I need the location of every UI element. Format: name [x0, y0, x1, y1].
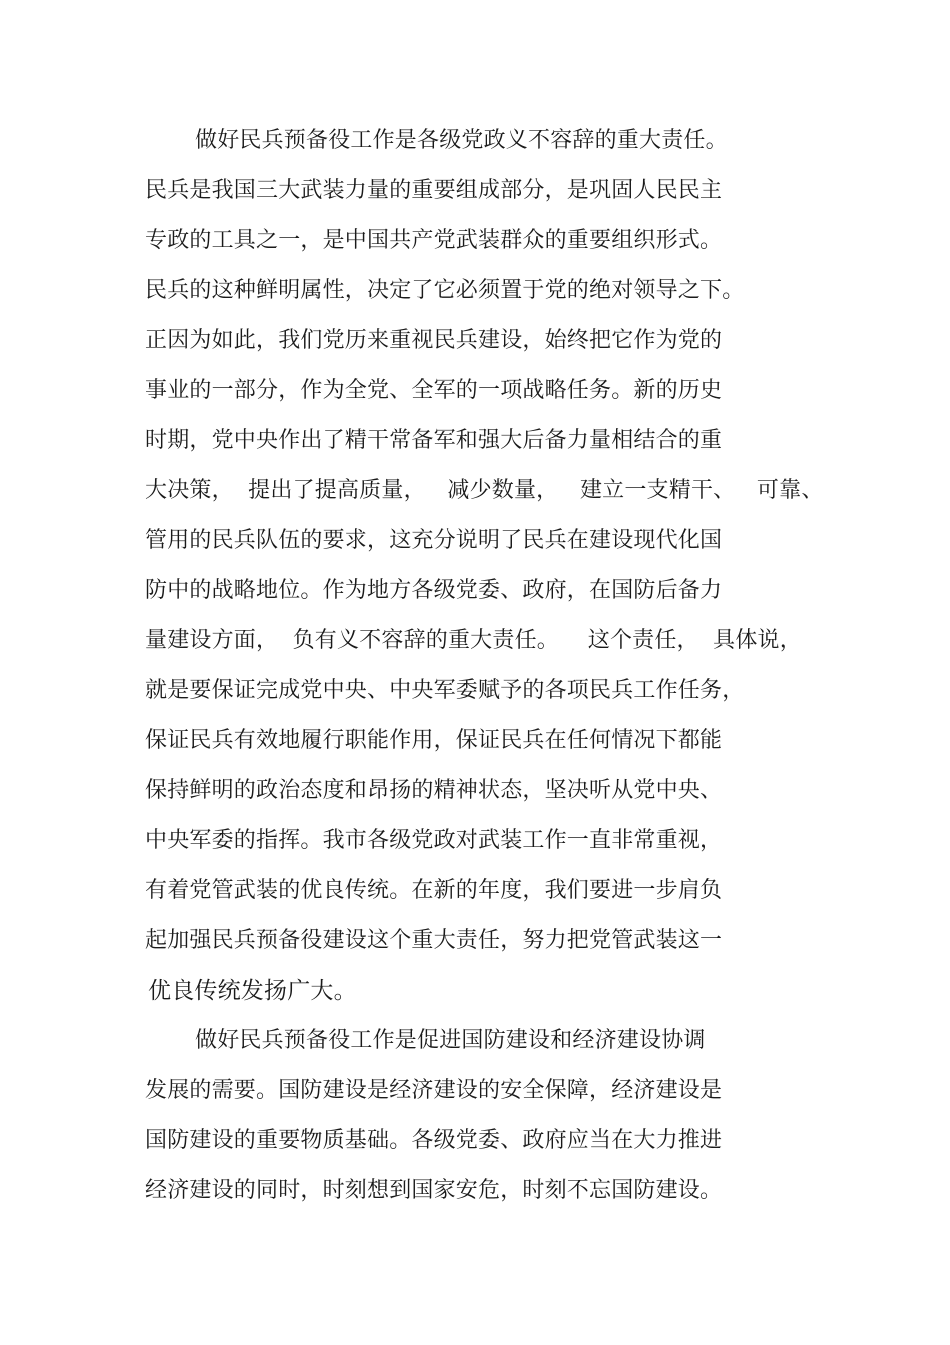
- text-line: 起加强民兵预备役建设这个重大责任，努力把党管武装这一: [145, 928, 723, 953]
- text-line: 时期，党中央作出了精干常备军和强大后备力量相结合的重: [145, 428, 723, 453]
- text-line: 做好民兵预备役工作是促进国防建设和经济建设协调: [195, 1028, 706, 1053]
- text-line: 民兵是我国三大武装力量的重要组成部分，是巩固人民民主: [145, 178, 723, 203]
- text-line: 有着党管武装的优良传统。在新的年度，我们要进一步肩负: [145, 878, 723, 903]
- text-line: 国防建设的重要物质基础。各级党委、政府应当在大力推进: [145, 1128, 723, 1153]
- text-line: 保持鲜明的政治态度和昂扬的精神状态，坚决听从党中央、: [145, 778, 723, 803]
- text-line: 经济建设的同时，时刻想到国家安危，时刻不忘国防建设。: [145, 1178, 723, 1203]
- text-line: 民兵的这种鲜明属性，决定了它必须置于党的绝对领导之下。: [145, 278, 745, 303]
- text-line: 量建设方面， 负有义不容辞的重大责任。 这个责任， 具体说，: [145, 628, 802, 653]
- text-line: 大决策， 提出了提高质量， 减少数量， 建立一支精干、 可靠、: [145, 478, 824, 503]
- text-line: 事业的一部分，作为全党、全军的一项战略任务。新的历史: [145, 378, 723, 403]
- text-line: 管用的民兵队伍的要求，这充分说明了民兵在建设现代化国: [145, 528, 723, 553]
- text-line: 正因为如此，我们党历来重视民兵建设，始终把它作为党的: [145, 328, 723, 353]
- text-line: 就是要保证完成党中央、中央军委赋予的各项民兵工作任务，: [145, 678, 745, 703]
- text-line: 做好民兵预备役工作是各级党政义不容辞的重大责任。: [195, 128, 728, 153]
- text-line: 专政的工具之一，是中国共产党武装群众的重要组织形式。: [145, 228, 723, 253]
- text-line: 防中的战略地位。作为地方各级党委、政府，在国防后备力: [145, 578, 723, 603]
- text-line: 发展的需要。国防建设是经济建设的安全保障，经济建设是: [145, 1078, 723, 1103]
- text-line: 优良传统发扬广大。: [148, 978, 357, 1004]
- text-line: 保证民兵有效地履行职能作用，保证民兵在任何情况下都能: [145, 728, 723, 753]
- text-line: 中央军委的指挥。我市各级党政对武装工作一直非常重视，: [145, 828, 723, 853]
